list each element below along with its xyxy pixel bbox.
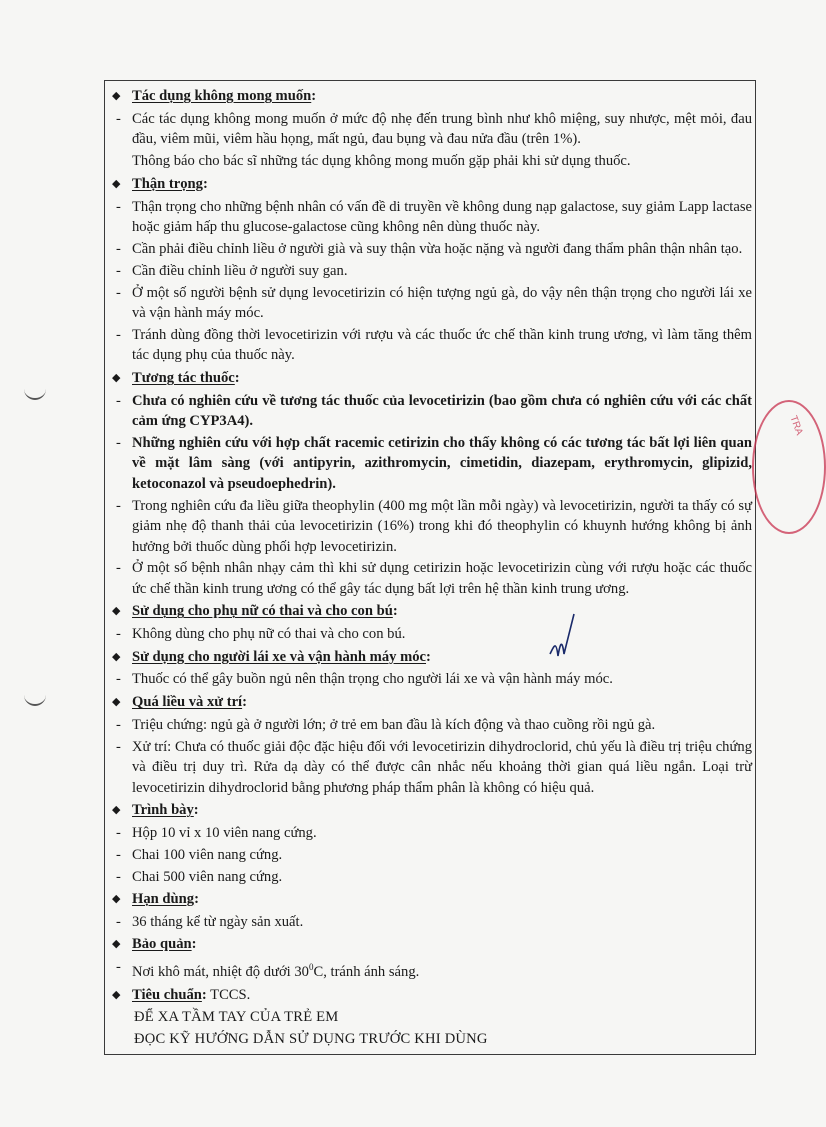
dash-bullet-icon: - (116, 959, 121, 976)
list-item (112, 325, 752, 366)
dash-bullet-icon: - (116, 110, 121, 127)
list-item-text: Không dùng cho phụ nữ có thai và cho con bú. (132, 626, 406, 643)
list-item-text-part: Nơi khô mát, nhiệt độ dưới 30 (132, 964, 309, 981)
section-title: Thận trọng (132, 175, 203, 192)
list-item (112, 823, 752, 843)
section-title: Tương tác thuốc (132, 369, 235, 386)
list-item (112, 715, 752, 735)
section-heading: ◆ Tiêu chuẩn: TCCS. (112, 985, 752, 1006)
section-title: Tiêu chuẩn (132, 986, 202, 1003)
diamond-bullet-icon: ◆ (112, 605, 121, 618)
list-item-text: Thận trọng cho những bệnh nhân có vấn đề di truyền về không dung nạp galactose, suy giảm Lapp lactase hoặc giảm hấp thu glucose-galactose cũng không nên dùng thuốc này. (132, 198, 752, 235)
list-item (112, 737, 752, 798)
section-heading: ◆ Bảo quản: (112, 934, 752, 955)
section-heading: ◆ Thận trọng: (112, 174, 752, 195)
dash-bullet-icon: - (116, 913, 121, 930)
list-item-text: Xử trí: Chưa có thuốc giải độc đặc hiệu đối với levocetirizin dihydroclorid, chủ yếu là điều trị triệu chứng và điều trị duy trì. Rửa dạ dày có thể được cân nhắc nếu khoảng thời gian quá liều ngắn. Loại trừ levocetirizin dihydroclorid bằng phương pháp thẩm phân là không có hiệu quả. (132, 738, 752, 796)
list-item-text: Các tác dụng không mong muốn ở mức độ nhẹ đến trung bình như khô miệng, suy nhược, mệt mỏi, đau đầu, viêm mũi, viêm hầu họng, mất ngủ, đau bụng và đau nửa đầu (trên 1%). (132, 110, 752, 148)
list-item (112, 957, 752, 982)
list-item-text-part: C, tránh ánh sáng. (313, 964, 420, 981)
list-item (112, 845, 752, 865)
diamond-bullet-icon: ◆ (112, 695, 121, 708)
document-body (112, 84, 752, 1050)
punch-hole-mark (24, 690, 46, 706)
dash-bullet-icon: - (116, 868, 121, 885)
list-item (112, 239, 752, 259)
dash-bullet-icon: - (116, 240, 121, 257)
diamond-bullet-icon: ◆ (112, 90, 121, 102)
section-title: Sử dụng cho người lái xe và vận hành máy móc (132, 648, 427, 665)
dash-bullet-icon: - (116, 326, 121, 343)
section-title: Tác dụng không mong muốn (132, 88, 312, 104)
list-item (112, 433, 752, 494)
diamond-bullet-icon: ◆ (112, 650, 121, 663)
list-item (112, 912, 752, 932)
list-item (112, 867, 752, 887)
dash-bullet-icon: - (116, 738, 121, 755)
dash-bullet-icon: - (116, 824, 121, 841)
diamond-bullet-icon: ◆ (112, 938, 121, 951)
list-item-text: Chưa có nghiên cứu về tương tác thuốc của levocetirizin (bao gồm chưa có nghiên cứu với các chất cảm ứng CYP3A4). (132, 392, 752, 430)
section-heading: ◆ Hạn dùng: (112, 889, 752, 910)
list-item-text: 36 tháng kể từ ngày sản xuất. (132, 913, 304, 930)
section-heading: ◆ Sử dụng cho người lái xe và vận hành máy móc: (112, 647, 752, 668)
list-item (112, 496, 752, 557)
section-heading: ◆ Trình bày: (112, 800, 752, 821)
diamond-bullet-icon: ◆ (112, 893, 121, 906)
diamond-bullet-icon: ◆ (112, 371, 121, 384)
list-item-text: Triệu chứng: ngủ gà ở người lớn; ở trẻ em ban đầu là kích động và thao cuồng rồi ngủ gà. (132, 716, 656, 733)
section-title: Sử dụng cho phụ nữ có thai và cho con bú (132, 603, 393, 620)
section-title: Bảo quản (132, 936, 192, 953)
list-item (112, 109, 752, 150)
warning-line: ĐỂ XA TẦM TAY CỦA TRẺ EM (134, 1009, 339, 1026)
list-item-text: Ở một số bệnh nhân nhạy cảm thì khi sử dụng cetirizin hoặc levocetirizin cùng với rượu hoặc các thuốc ức chế thần kinh trung ương có thể gây tác dụng bất lợi trên hệ thần kinh trung ương. (132, 560, 752, 597)
dash-bullet-icon: - (116, 497, 121, 514)
list-item-text: Những nghiên cứu với hợp chất racemic cetirizin cho thấy không có các tương tác bất lợi liên quan về mặt lâm sàng (với antipyrin, azithromycin, cimetidin, diazepam, erythromycin, glipizid, ketoconazol và pseudoephedrin). (132, 435, 752, 492)
section-heading: ◆ Sử dụng cho phụ nữ có thai và cho con bú: (112, 601, 752, 622)
list-item (112, 558, 752, 599)
section-inline-value: TCCS. (206, 986, 251, 1003)
section-heading: ◆ Tương tác thuốc: (112, 368, 752, 389)
dash-bullet-icon: - (116, 435, 121, 451)
list-item-text: Cần phải điều chỉnh liều ở người già và suy thận vừa hoặc nặng và người đang thẩm phân thận nhân tạo. (132, 240, 743, 257)
list-item-text (132, 957, 752, 982)
diamond-bullet-icon: ◆ (112, 988, 121, 1001)
paragraph: Thông báo cho bác sĩ những tác dụng không mong muốn gặp phải khi sử dụng thuốc. (132, 153, 631, 170)
dash-bullet-icon: - (116, 262, 121, 279)
dash-bullet-icon: - (116, 626, 121, 643)
list-item (112, 624, 752, 644)
section-title: Quá liều và xử trí (132, 693, 243, 710)
degree-superscript: 0 (308, 962, 314, 973)
dash-bullet-icon: - (116, 560, 121, 577)
stamp-text: TRA (787, 414, 805, 437)
list-item (112, 197, 752, 238)
list-item (112, 283, 752, 324)
list-item-text: Thuốc có thể gây buồn ngủ nên thận trọng cho người lái xe và vận hành máy móc. (132, 671, 613, 688)
section-title: Trình bày (132, 801, 194, 818)
list-item (112, 669, 752, 689)
dash-bullet-icon: - (116, 716, 121, 733)
list-item-text: Chai 500 viên nang cứng. (132, 868, 283, 885)
warning-line: ĐỌC KỸ HƯỚNG DẪN SỬ DỤNG TRƯỚC KHI DÙNG (134, 1031, 488, 1048)
list-item (112, 261, 752, 281)
dash-bullet-icon: - (116, 846, 121, 863)
list-item-text: Trong nghiên cứu đa liều giữa theophylin (400 mg một lần mỗi ngày) và levocetirizin, người ta thấy có sự giảm nhẹ độ thanh thải của levocetirizin (16%) trong khi đó theophylin có khuynh hướng không bị ảnh hưởng bởi thuốc dùng phối hợp levocetirizin. (132, 497, 752, 555)
dash-bullet-icon: - (116, 671, 121, 688)
dash-bullet-icon: - (116, 284, 121, 301)
diamond-bullet-icon: ◆ (112, 177, 121, 190)
dash-bullet-icon: - (116, 392, 121, 409)
list-item (112, 391, 752, 432)
punch-hole-mark (24, 384, 46, 400)
section-heading: ◆ Quá liều và xử trí: (112, 692, 752, 713)
section-title: Hạn dùng (132, 891, 195, 908)
approval-stamp (752, 400, 826, 534)
dash-bullet-icon: - (116, 198, 121, 215)
list-item-text: Ở một số người bệnh sử dụng levocetirizin có hiện tượng ngủ gà, do vậy nên thận trọng cho người lái xe và vận hành máy móc. (132, 284, 752, 322)
list-item-text: Hộp 10 vỉ x 10 viên nang cứng. (132, 824, 317, 841)
list-item-text: Cần điều chỉnh liều ở người suy gan. (132, 262, 348, 279)
section-heading: ◆ Tác dụng không mong muốn: (112, 86, 752, 107)
list-item-text: Chai 100 viên nang cứng. (132, 846, 283, 863)
diamond-bullet-icon: ◆ (112, 803, 121, 816)
list-item-text: Tránh dùng đồng thời levocetirizin với rượu và các thuốc ức chế thần kinh trung ương, vì làm tăng thêm tác dụng phụ của thuốc này. (132, 326, 752, 364)
